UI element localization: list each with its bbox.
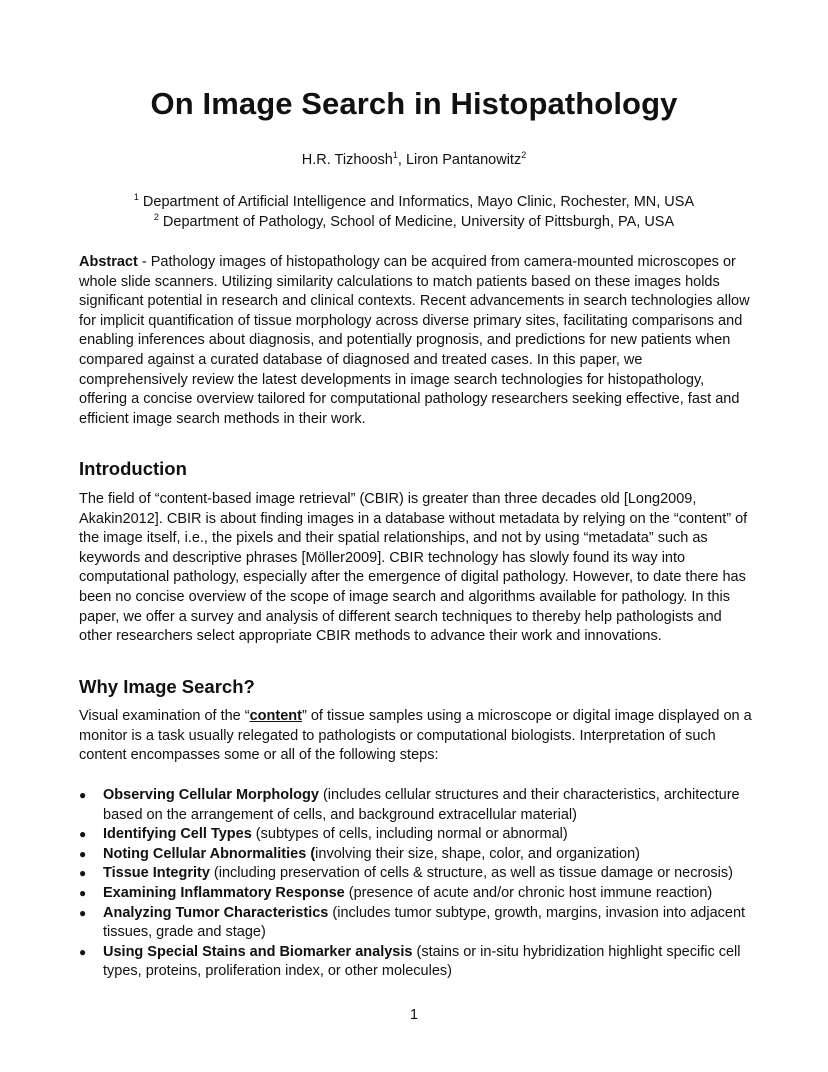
list-item-text: (includes tumor subtype, growth, margins, invasion into adjacent tissues, grade and stage): [103, 904, 746, 941]
affiliation-text: Department of Pathology, School of Medicine, University of Pittsburgh, PA, USA: [158, 214, 675, 230]
list-item-text: involving their size, shape, color, and organization): [315, 845, 640, 862]
affiliation-marker: 1: [133, 192, 139, 202]
list-item-bold: Analyzing Tumor Characteristics: [103, 904, 329, 921]
section-heading-introduction: Introduction: [79, 458, 187, 479]
affiliation-1: [0, 194, 828, 210]
section-heading-why-image-search: Why Image Search?: [79, 676, 255, 697]
content-emphasis: content: [249, 708, 302, 724]
why-text-before: Visual examination of the “: [79, 708, 250, 724]
why-paragraph: [79, 707, 755, 766]
list-item-text: (stains or in-situ hybridization highlight specific cell types, proteins, proliferation index, or other molecules): [103, 943, 741, 980]
list-item-bold: Tissue Integrity: [103, 865, 210, 882]
list-item: [79, 943, 769, 982]
affiliation-marker: 2: [521, 150, 527, 160]
list-item: [79, 786, 769, 825]
introduction-paragraph: The field of “content-based image retrieval” (CBIR) is greater than three decades old [Long2009, Akakin2012]. CBIR is about finding images in a database without metadata by relying on the “content” of the image itself, i.e., the pixels and their spatial relationships, and not by using “metadata” such as keywords and descriptive phrases [Möller2009]. CBIR technology has slowly found its way into computational pathology, especially after the emergence of digital pathology. However, to date there has been no concise overview of the scope of image search and algorithms available for pathology. In this paper, we offer a survey and analysis of different search techniques to thereby help pathologists and other researchers select appropriate CBIR methods to advance their work and innovations.: [79, 491, 748, 645]
list-item-bold: Noting Cellular Abnormalities (: [103, 845, 316, 862]
list-item-bold: Using Special Stains and Biomarker analysis: [103, 943, 413, 960]
list-item: [79, 884, 769, 904]
bullet-icon: ●: [79, 866, 87, 881]
list-item-bold: Observing Cellular Morphology: [103, 787, 319, 803]
author-name: H.R. Tizhoosh: [301, 152, 393, 168]
bullet-icon: ●: [79, 905, 87, 920]
affiliation-marker: 2: [153, 212, 159, 222]
bullet-icon: ●: [79, 846, 87, 861]
list-item-text: (subtypes of cells, including normal or abnormal): [251, 826, 568, 843]
author-line: [0, 152, 828, 168]
list-item: [79, 904, 769, 943]
abstract-label: Abstract: [79, 254, 138, 270]
list-item-bold: Examining Inflammatory Response: [103, 884, 345, 901]
author-separator: ,: [397, 152, 406, 168]
author-name: Liron Pantanowitz: [405, 152, 522, 168]
list-item: [79, 864, 769, 884]
page-number: 1: [409, 1007, 419, 1023]
affiliation-marker: 1: [392, 150, 398, 160]
bullet-icon: ●: [79, 827, 87, 842]
list-item-text: (presence of acute and/or chronic host immune reaction): [344, 884, 713, 901]
steps-list: [79, 786, 769, 982]
bullet-icon: ●: [79, 944, 87, 959]
abstract-paragraph: [79, 253, 755, 429]
list-item-text: (includes cellular structures and their characteristics, architecture based on the arrangement of cells, and background extracellular material): [103, 787, 740, 823]
paper-title: On Image Search in Histopathology: [150, 86, 678, 121]
bullet-icon: ●: [79, 885, 87, 900]
affiliation-text: Department of Artificial Intelligence and Informatics, Mayo Clinic, Rochester, MN, USA: [138, 194, 695, 210]
list-item: [79, 845, 769, 865]
list-item-text: (including preservation of cells & structure, as well as tissue damage or necrosis): [209, 865, 733, 882]
abstract-text: - Pathology images of histopathology can be acquired from camera-mounted microscopes or whole slide scanners. Utilizing similarity calculations to match patients based on these images holds significant potential in research and clinical contexts. Recent advancements in search technologies allow for implicit quantification of tissue morphology across diverse primary sites, facilitating comparisons and enabling inferences about diagnosis, and potentially prognosis, and predictions for new patients when compared against a curated database of diagnosed and treated cases. In this paper, we comprehensively review the latest developments in image search technologies for histopathology, offering a concise overview tailored for computational pathology researchers seeking effective, fast and efficient image search methods in their work.: [79, 254, 750, 427]
bullet-icon: ●: [79, 788, 87, 802]
affiliation-2: [0, 214, 828, 230]
why-text-after: ” of tissue samples using a microscope or digital image displayed on a monitor is a task usually relegated to pathologists or computational biologists. Interpretation of such content encompasses some or all of the following steps:: [79, 708, 752, 764]
list-item-bold: Identifying Cell Types: [103, 826, 252, 843]
list-item: [79, 825, 769, 845]
